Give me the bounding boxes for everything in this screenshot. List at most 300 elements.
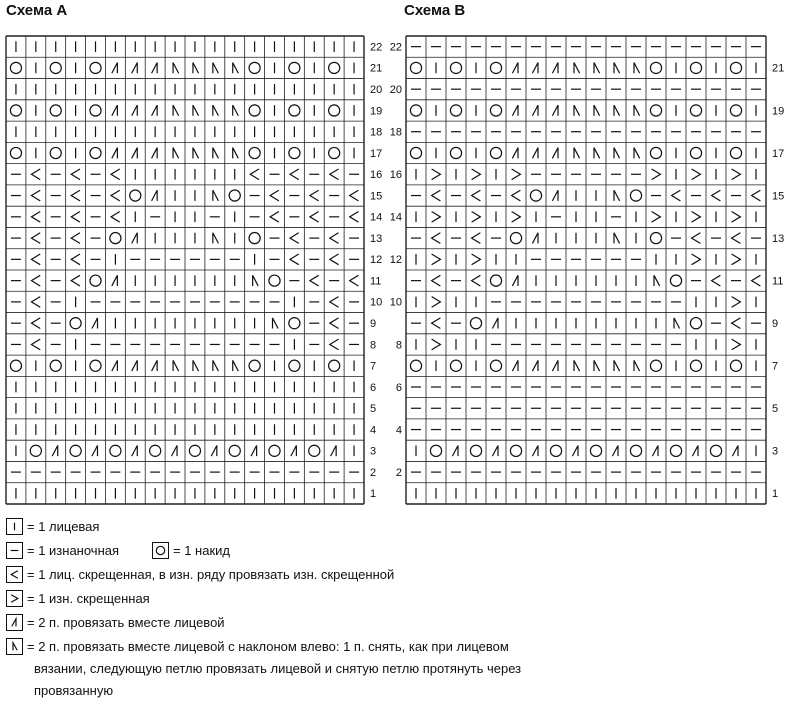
twisted-knit-cell: [330, 339, 339, 350]
yarnover-cell: [690, 318, 701, 329]
twisted-knit-cell: [712, 275, 721, 286]
twisted-purl-cell: [652, 212, 661, 223]
row-label-left: 20: [389, 84, 402, 97]
legend-text-knit: = 1 лицевая: [27, 519, 100, 534]
yarnover-cell: [309, 445, 320, 456]
legend-text-ssk: = 2 п. провязать вместе лицевой с наклоном влево: 1 п. снять, как при лицевом: [27, 639, 509, 654]
ssk-cell: [193, 148, 199, 159]
k2tog-cell: [512, 63, 518, 74]
yarnover-cell: [130, 190, 141, 201]
twisted-knit-cell: [111, 212, 120, 223]
twisted-knit-cell: [71, 233, 80, 244]
twisted-knit-cell: [472, 190, 481, 201]
k2tog-cell: [171, 446, 177, 457]
row-label-right: 9: [370, 318, 377, 331]
ssk-cell: [233, 148, 239, 159]
ssk-cell: [634, 63, 640, 74]
k2tog-cell: [251, 446, 257, 457]
yarnover-cell: [289, 360, 300, 371]
ssk-cell: [213, 148, 219, 159]
ssk-cell: [253, 275, 259, 286]
twisted-knit-cell: [330, 254, 339, 265]
ssk-icon: [6, 638, 23, 655]
legend-ssk-continuation-2: провязанную: [34, 683, 114, 698]
ssk-cell: [574, 360, 580, 371]
twisted-knit-cell: [71, 275, 80, 286]
ssk-cell: [233, 105, 239, 116]
yarnover-cell: [50, 360, 61, 371]
k2tog-icon: [6, 614, 23, 631]
twisted-knit-cell: [250, 169, 259, 180]
k2tog-cell: [211, 446, 217, 457]
yarnover-cell: [150, 445, 161, 456]
ssk-cell: [233, 360, 239, 371]
yarnover-cell: [490, 147, 501, 158]
twisted-knit-icon: [6, 566, 23, 583]
k2tog-cell: [132, 105, 138, 116]
k2tog-cell: [652, 446, 658, 457]
row-label-left: 4: [395, 424, 402, 437]
twisted-knit-cell: [270, 212, 279, 223]
twisted-knit-cell: [111, 190, 120, 201]
k2tog-cell: [112, 275, 118, 286]
twisted-purl-cell: [432, 297, 441, 308]
ssk-cell: [173, 63, 179, 74]
yarnover-cell: [30, 445, 41, 456]
k2tog-cell: [152, 63, 158, 74]
ssk-cell: [634, 148, 640, 159]
ssk-cell: [173, 148, 179, 159]
row-label-right: 8: [370, 339, 377, 352]
yarnover-cell: [249, 105, 260, 116]
yarnover-cell: [70, 445, 81, 456]
yarnover-cell: [50, 105, 61, 116]
row-label-right: 1: [772, 488, 779, 501]
ssk-cell: [614, 63, 620, 74]
row-label-right: 11: [370, 275, 382, 288]
yarnover-cell: [110, 445, 121, 456]
row-label-right: 21: [772, 62, 785, 75]
yarnover-cell: [329, 105, 340, 116]
yarnover-cell: [269, 445, 280, 456]
chart-b-grid: [385, 32, 800, 508]
twisted-knit-cell: [350, 190, 359, 201]
row-label-right: 10: [370, 296, 383, 309]
yarnover-cell: [90, 105, 101, 116]
twisted-knit-cell: [310, 190, 319, 201]
legend-ssk: [6, 638, 509, 655]
k2tog-cell: [132, 233, 138, 244]
twisted-knit-glyph: [11, 571, 18, 579]
twisted-knit-cell: [31, 212, 40, 223]
chart-a-grid: [0, 32, 400, 508]
k2tog-cell: [532, 446, 538, 457]
k2tog-cell: [532, 360, 538, 371]
ssk-cell: [213, 63, 219, 74]
k2tog-cell: [92, 318, 98, 329]
twisted-knit-cell: [310, 212, 319, 223]
k2tog-cell: [112, 63, 118, 74]
k2tog-cell: [132, 446, 138, 457]
k2tog-cell: [532, 63, 538, 74]
row-label-right: 6: [370, 381, 377, 394]
twisted-knit-cell: [432, 275, 441, 286]
k2tog-cell: [112, 148, 118, 159]
yarnover-cell: [690, 147, 701, 158]
yarnover-cell: [289, 62, 300, 73]
twisted-knit-cell: [31, 339, 40, 350]
k2tog-cell: [512, 148, 518, 159]
yarnover-cell: [590, 445, 601, 456]
row-label-right: 13: [370, 232, 383, 245]
twisted-knit-cell: [350, 275, 359, 286]
twisted-knit-cell: [31, 318, 40, 329]
row-label-right: 2: [370, 466, 377, 479]
row-label-right: 4: [370, 424, 377, 437]
twisted-knit-cell: [512, 190, 521, 201]
yarnover-cell: [90, 360, 101, 371]
legend-yarnover: [152, 542, 230, 559]
yarnover-cell: [289, 147, 300, 158]
yarnover-icon: [152, 542, 169, 559]
yarnover-cell: [249, 360, 260, 371]
yarnover-cell: [10, 62, 21, 73]
k2tog-cell: [512, 275, 518, 286]
yarnover-cell: [490, 62, 501, 73]
row-label-right: 16: [370, 169, 383, 182]
row-label-left: 2: [395, 466, 402, 479]
row-label-left: 12: [389, 254, 402, 267]
k2tog-cell: [552, 190, 558, 201]
k2tog-cell: [452, 446, 458, 457]
twisted-knit-cell: [270, 190, 279, 201]
yarnover-cell: [490, 105, 501, 116]
legend-ssk-continuation-1: вязании, следующую петлю провязать лицевой и снятую петлю протянуть через: [34, 661, 522, 676]
legend-k2tog: [6, 614, 225, 631]
twisted-knit-cell: [350, 212, 359, 223]
yarnover-cell: [510, 445, 521, 456]
twisted-knit-cell: [111, 169, 120, 180]
yarnover-cell: [410, 62, 421, 73]
yarnover-cell: [229, 190, 240, 201]
twisted-purl-cell: [472, 169, 481, 180]
yarnover-cell: [690, 360, 701, 371]
ssk-cell: [674, 318, 680, 329]
legend-text-purl: = 1 изнаночная: [27, 543, 120, 558]
twisted-knit-cell: [692, 233, 701, 244]
twisted-knit-cell: [432, 190, 441, 201]
twisted-purl-cell: [432, 254, 441, 265]
yarnover-cell: [269, 275, 280, 286]
twisted-knit-cell: [752, 275, 761, 286]
twisted-knit-cell: [712, 190, 721, 201]
legend-purl: [6, 542, 119, 559]
yarnover-cell: [450, 147, 461, 158]
legend-text-yarnover: = 1 накид: [173, 543, 230, 558]
k2tog-cell: [692, 446, 698, 457]
twisted-purl-cell: [512, 212, 521, 223]
row-label-left: 6: [395, 381, 402, 394]
yarnover-cell: [630, 445, 641, 456]
yarnover-cell: [249, 62, 260, 73]
row-label-right: 22: [370, 41, 383, 54]
k2tog-cell: [152, 148, 158, 159]
row-label-left: 16: [389, 169, 402, 182]
twisted-knit-cell: [330, 233, 339, 244]
twisted-knit-cell: [330, 297, 339, 308]
k2tog-cell: [532, 105, 538, 116]
legend-text-twisted-knit: = 1 лиц. скрещенная, в изн. ряду провязать изн. скрещенной: [27, 567, 395, 582]
ssk-cell: [273, 318, 279, 329]
row-label-right: 1: [370, 488, 377, 501]
ssk-cell: [213, 105, 219, 116]
yarnover-cell: [329, 360, 340, 371]
twisted-knit-cell: [71, 190, 80, 201]
yarnover-cell: [410, 105, 421, 116]
ssk-cell: [634, 360, 640, 371]
yarnover-cell: [710, 445, 721, 456]
k2tog-cell: [492, 318, 498, 329]
yarnover-cell: [450, 62, 461, 73]
ssk-cell: [213, 190, 219, 201]
yarnover-cell: [70, 318, 81, 329]
row-label-right: 9: [772, 318, 779, 331]
row-label-left: 10: [389, 296, 402, 309]
twisted-knit-cell: [290, 254, 299, 265]
twisted-purl-cell: [432, 339, 441, 350]
row-label-right: 11: [772, 275, 784, 288]
yarnover-cell: [50, 62, 61, 73]
yarnover-cell: [630, 190, 641, 201]
yarnover-cell: [329, 147, 340, 158]
row-label-left: 8: [395, 339, 402, 352]
k2tog-cell: [552, 148, 558, 159]
k2tog-cell: [572, 446, 578, 457]
yarnover-cell: [289, 105, 300, 116]
row-label-right: 17: [772, 147, 785, 160]
yarnover-cell: [10, 147, 21, 158]
yarnover-glyph: [156, 546, 164, 554]
twisted-knit-cell: [330, 318, 339, 329]
knit-icon: [6, 518, 23, 535]
yarnover-cell: [730, 105, 741, 116]
ssk-cell: [594, 63, 600, 74]
yarnover-cell: [110, 233, 121, 244]
chart-b-title: Схема B: [404, 2, 466, 19]
k2tog-cell: [532, 148, 538, 159]
ssk-cell: [213, 233, 219, 244]
k2tog-cell: [331, 446, 337, 457]
twisted-purl-cell: [472, 254, 481, 265]
yarnover-cell: [690, 62, 701, 73]
twisted-knit-cell: [71, 212, 80, 223]
twisted-knit-cell: [71, 254, 80, 265]
twisted-purl-cell: [692, 254, 701, 265]
row-label-right: 5: [772, 403, 779, 416]
ssk-cell: [614, 105, 620, 116]
row-label-right: 7: [772, 360, 779, 373]
ssk-cell: [594, 148, 600, 159]
legend-twisted-knit: [6, 566, 394, 583]
yarnover-cell: [50, 147, 61, 158]
k2tog-cell: [512, 360, 518, 371]
twisted-knit-cell: [330, 169, 339, 180]
ssk-glyph: [13, 643, 17, 651]
twisted-purl-cell: [732, 339, 741, 350]
twisted-knit-cell: [31, 169, 40, 180]
row-label-right: 21: [370, 62, 383, 75]
twisted-purl-cell: [732, 212, 741, 223]
yarnover-cell: [650, 147, 661, 158]
yarnover-cell: [10, 360, 21, 371]
legend-twisted-purl: [6, 590, 150, 607]
yarnover-cell: [690, 105, 701, 116]
twisted-knit-cell: [31, 233, 40, 244]
row-label-right: 18: [370, 126, 383, 139]
ssk-cell: [654, 275, 660, 286]
ssk-cell: [574, 148, 580, 159]
k2tog-cell: [291, 446, 297, 457]
ssk-cell: [574, 105, 580, 116]
yarnover-cell: [730, 62, 741, 73]
twisted-knit-cell: [290, 169, 299, 180]
twisted-knit-cell: [472, 275, 481, 286]
ssk-cell: [614, 190, 620, 201]
k2tog-cell: [132, 360, 138, 371]
row-label-right: 20: [370, 84, 383, 97]
row-label-right: 17: [370, 147, 383, 160]
k2tog-cell: [112, 105, 118, 116]
k2tog-cell: [92, 446, 98, 457]
twisted-knit-cell: [31, 254, 40, 265]
purl-icon: [6, 542, 23, 559]
ssk-cell: [193, 360, 199, 371]
k2tog-cell: [492, 446, 498, 457]
yarnover-cell: [670, 445, 681, 456]
row-label-left: 18: [389, 126, 402, 139]
twisted-knit-cell: [732, 233, 741, 244]
k2tog-cell: [132, 148, 138, 159]
twisted-purl-cell: [652, 169, 661, 180]
row-label-right: 15: [772, 190, 785, 203]
row-label-right: 3: [772, 445, 779, 458]
yarnover-cell: [90, 147, 101, 158]
row-label-right: 19: [370, 105, 383, 118]
ssk-cell: [193, 63, 199, 74]
row-label-right: 12: [370, 254, 383, 267]
ssk-cell: [614, 360, 620, 371]
ssk-cell: [173, 360, 179, 371]
legend-text-k2tog: = 2 п. провязать вместе лицевой: [27, 615, 225, 630]
yarnover-cell: [530, 190, 541, 201]
yarnover-cell: [650, 105, 661, 116]
twisted-knit-cell: [290, 233, 299, 244]
yarnover-cell: [550, 445, 561, 456]
ssk-cell: [173, 105, 179, 116]
ssk-cell: [594, 105, 600, 116]
yarnover-cell: [189, 445, 200, 456]
ssk-cell: [594, 360, 600, 371]
yarnover-cell: [249, 147, 260, 158]
row-label-right: 15: [370, 190, 383, 203]
ssk-cell: [213, 360, 219, 371]
yarnover-cell: [229, 445, 240, 456]
k2tog-cell: [732, 446, 738, 457]
twisted-purl-cell: [472, 212, 481, 223]
yarnover-cell: [10, 105, 21, 116]
yarnover-cell: [650, 232, 661, 243]
yarnover-cell: [289, 318, 300, 329]
ssk-cell: [233, 63, 239, 74]
yarnover-cell: [90, 275, 101, 286]
twisted-purl-cell: [432, 169, 441, 180]
twisted-purl-glyph: [11, 595, 18, 603]
yarnover-cell: [450, 105, 461, 116]
yarnover-cell: [490, 360, 501, 371]
yarnover-cell: [670, 275, 681, 286]
k2tog-cell: [132, 63, 138, 74]
twisted-knit-cell: [432, 318, 441, 329]
twisted-knit-cell: [752, 190, 761, 201]
yarnover-cell: [410, 147, 421, 158]
row-label-right: 5: [370, 403, 377, 416]
twisted-knit-cell: [31, 297, 40, 308]
k2tog-cell: [152, 360, 158, 371]
twisted-purl-cell: [732, 169, 741, 180]
twisted-purl-cell: [692, 169, 701, 180]
k2tog-cell: [532, 233, 538, 244]
chart-a-title: Схема A: [6, 2, 68, 19]
yarnover-cell: [249, 233, 260, 244]
yarnover-cell: [470, 318, 481, 329]
yarnover-cell: [410, 360, 421, 371]
k2tog-glyph: [12, 619, 16, 627]
twisted-purl-cell: [432, 212, 441, 223]
twisted-knit-cell: [472, 233, 481, 244]
yarnover-cell: [430, 445, 441, 456]
row-label-right: 7: [370, 360, 377, 373]
yarnover-cell: [490, 275, 501, 286]
twisted-purl-cell: [692, 212, 701, 223]
twisted-knit-cell: [71, 169, 80, 180]
twisted-knit-cell: [31, 275, 40, 286]
twisted-knit-cell: [310, 275, 319, 286]
twisted-purl-cell: [512, 169, 521, 180]
k2tog-cell: [552, 360, 558, 371]
row-label-right: 13: [772, 232, 785, 245]
yarnover-cell: [329, 62, 340, 73]
k2tog-cell: [552, 63, 558, 74]
yarnover-cell: [650, 62, 661, 73]
k2tog-cell: [112, 360, 118, 371]
legend-text-twisted-purl: = 1 изн. скрещенная: [27, 591, 150, 606]
twisted-knit-cell: [672, 190, 681, 201]
row-label-right: 3: [370, 445, 377, 458]
twisted-purl-cell: [732, 297, 741, 308]
yarnover-cell: [470, 445, 481, 456]
twisted-knit-cell: [432, 233, 441, 244]
legend-knit: [6, 518, 99, 535]
ssk-cell: [193, 105, 199, 116]
twisted-purl-cell: [732, 254, 741, 265]
yarnover-cell: [450, 360, 461, 371]
twisted-knit-cell: [732, 318, 741, 329]
row-label-left: 14: [389, 211, 402, 224]
twisted-purl-icon: [6, 590, 23, 607]
ssk-cell: [614, 233, 620, 244]
twisted-knit-cell: [31, 190, 40, 201]
yarnover-cell: [510, 232, 521, 243]
